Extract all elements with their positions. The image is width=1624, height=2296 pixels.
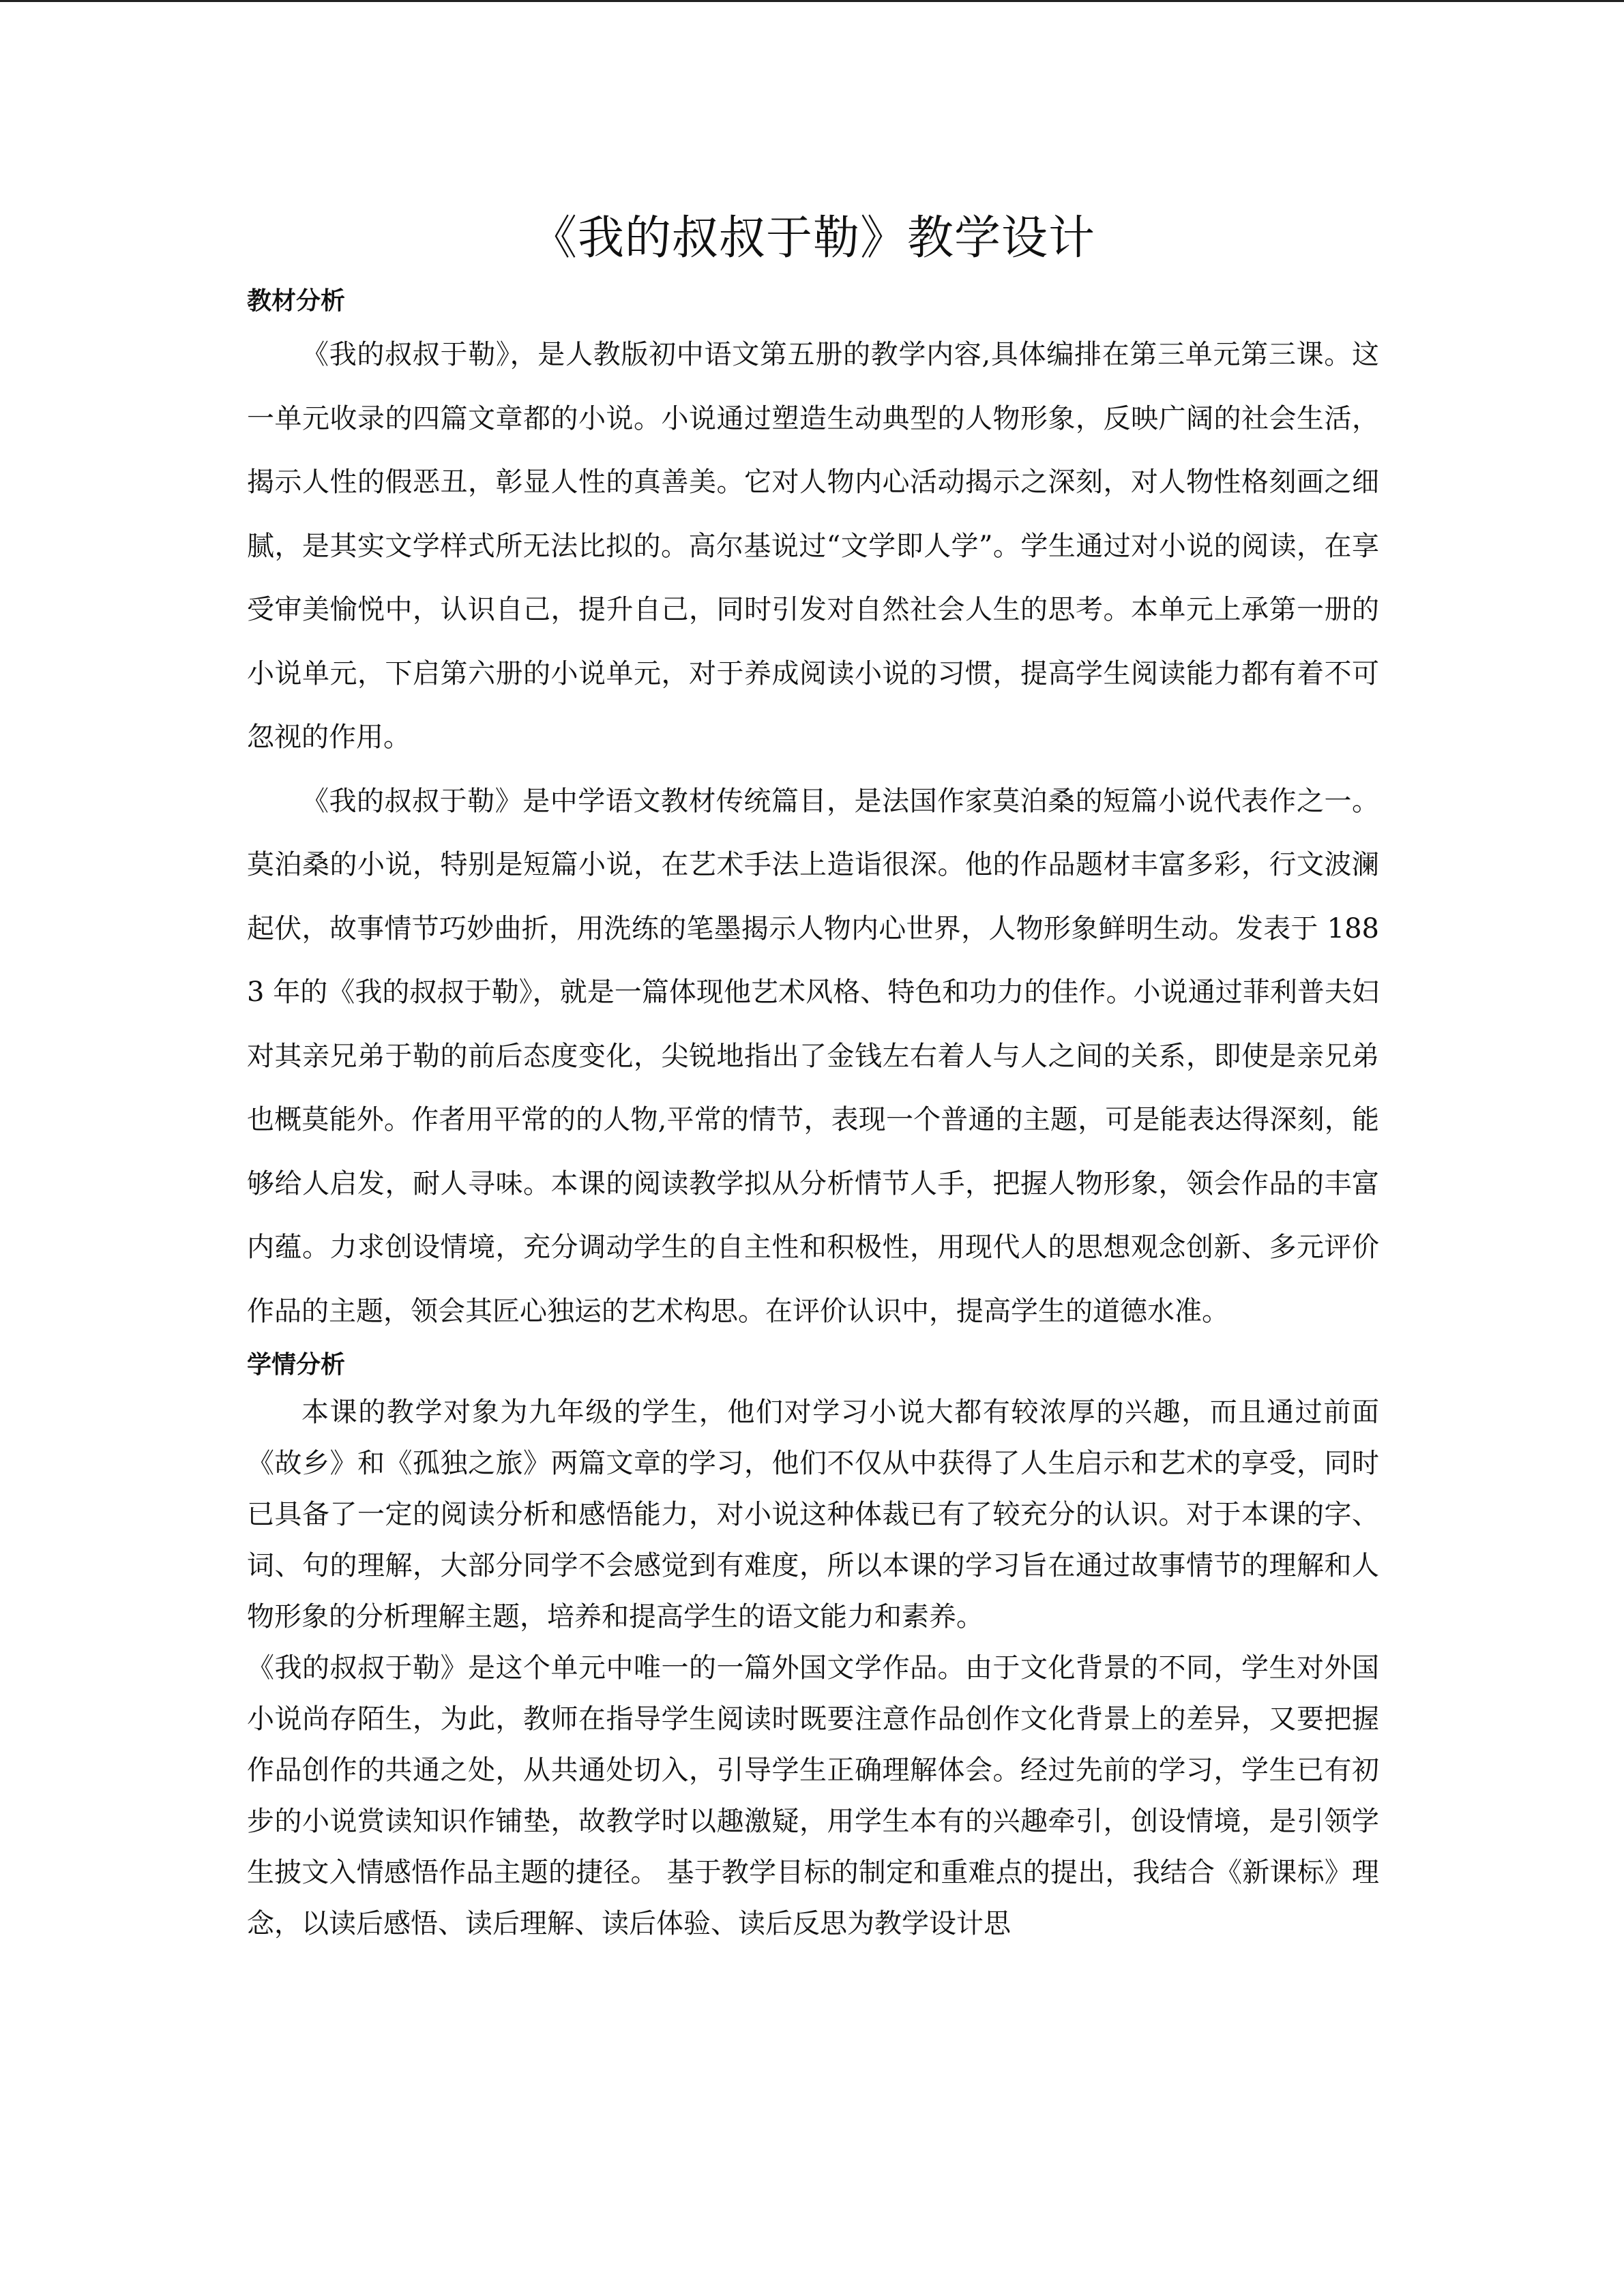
page-top-border (0, 0, 1624, 2)
section-student-analysis (247, 1343, 1379, 1950)
paragraph: 《我的叔叔于勒》是这个单元中唯一的一篇外国文学作品。由于文化背景的不同，学生对外国小说尚存陌生，为此，教师在指导学生阅读时既要注意作品创作文化背景上的差异，又要把握作品创作的共通之处，从共通处切入，引导学生正确理解体会。经过先前的学习，学生已有初步的小说赏读知识作铺垫，故教学时以趣激疑，用学生本有的兴趣牵引，创设情境，是引领学生披文入情感悟作品主题的捷径。 基于教学目标的制定和重难点的提出，我结合《新课标》理念，以读后感悟、读后理解、读后体验、读后反思为教学设计思 (247, 1652, 1379, 1939)
paragraph: 本课的教学对象为九年级的学生，他们对学习小说大都有较浓厚的兴趣，而且通过前面《故乡》和《孤独之旅》两篇文章的学习，他们不仅从中获得了人生启示和艺术的享受，同时已具备了一定的阅读分析和感悟能力，对小说这种体裁已有了较充分的认识。对于本课的字、词、句的理解，大部分同学不会感觉到有难度，所以本课的学习旨在通过故事情节的理解和人物形象的分析理解主题，培养和提高学生的语文能力和素养。 (247, 1397, 1379, 1632)
paragraph: 《我的叔叔于勒》，是人教版初中语文第五册的教学内容,具体编排在第三单元第三课。这一单元收录的四篇文章都的小说。小说通过塑造生动典型的人物形象，反映广阔的社会生活，揭示人性的假恶丑，彰显人性的真善美。它对人物内心活动揭示之深刻，对人物性格刻画之细腻，是其实文学样式所无法比拟的。高尔基说过“文学即人学”。学生通过对小说的阅读，在享受审美愉悦中，认识自己，提升自己，同时引发对自然社会人生的思考。本单元上承第一册的小说单元，下启第六册的小说单元，对于养成阅读小说的习惯，提高学生阅读能力都有着不可忽视的作用。 (247, 339, 1379, 753)
document-page (247, 205, 1379, 1950)
section-heading: 教材分析 (247, 287, 346, 315)
paragraph: 《我的叔叔于勒》是中学语文教材传统篇目，是法国作家莫泊桑的短篇小说代表作之一。莫泊桑的小说，特别是短篇小说，在艺术手法上造诣很深。他的作品题材丰富多彩，行文波澜起伏，故事情节巧妙曲折，用洗练的笔墨揭示人物内心世界，人物形象鲜明生动。发表于 1883 年的《我的叔叔于勒》，就是一篇体现他艺术风格、特色和功力的佳作。小说通过菲利普夫妇对其亲兄弟于勒的前后态度变化，尖锐地指出了金钱左右着人与人之间的关系，即使是亲兄弟也概莫能外。作者用平常的的人物,平常的情节，表现一个普通的主题，可是能表达得深刻，能够给人启发，耐人寻味。本课的阅读教学拟从分析情节人手，把握人物形象，领会作品的丰富内蕴。力求创设情境，充分调动学生的自主性和积极性，用现代人的思想观念创新、多元评价作品的主题，领会其匠心独运的艺术构思。在评价认识中，提高学生的道德水准。 (247, 785, 1379, 1327)
section-heading: 学情分析 (247, 1351, 346, 1379)
document-title: 《我的叔叔于勒》教学设计 (530, 211, 1095, 265)
section-textbook-analysis (247, 280, 1379, 1343)
